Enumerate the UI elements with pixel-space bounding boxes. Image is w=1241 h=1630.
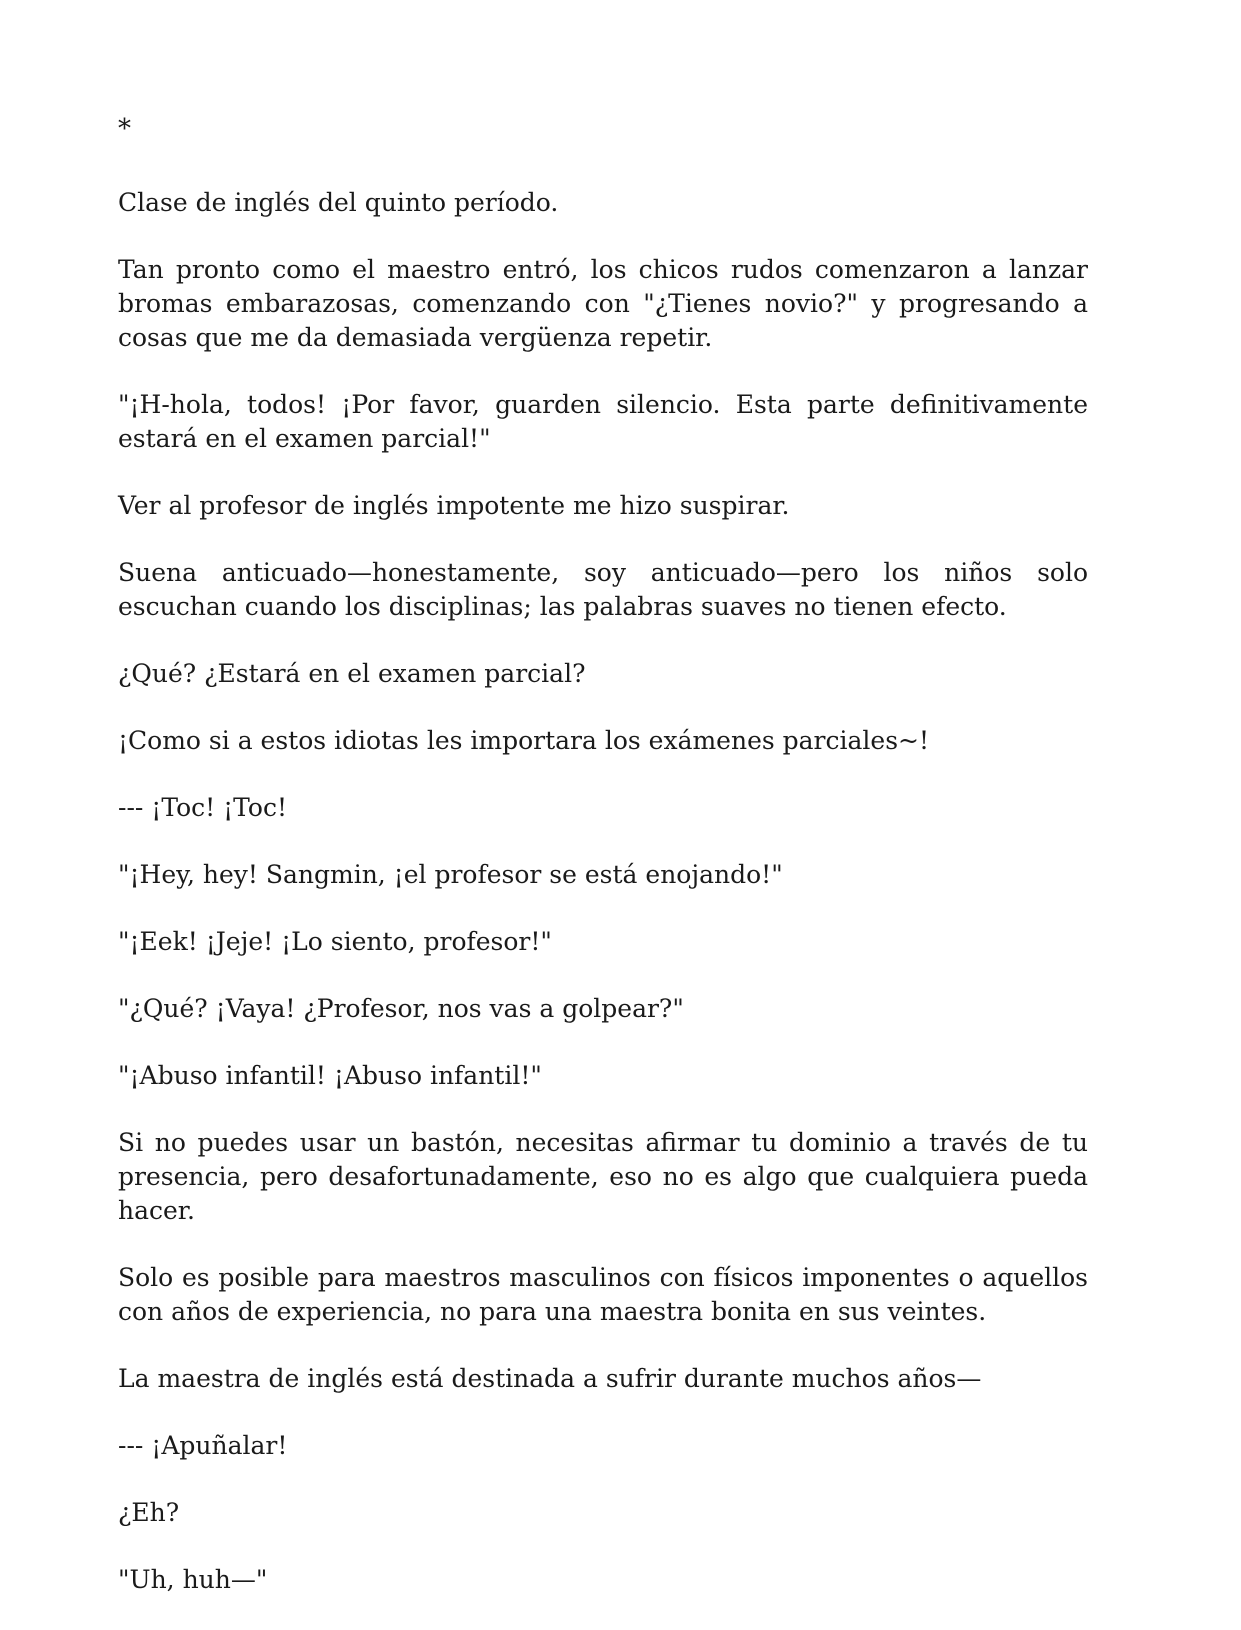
paragraph: "¡H-hola, todos! ¡Por favor, guarden silencio. Esta parte definitivamente estará en el examen parcial!" <box>118 390 1088 453</box>
paragraph: La maestra de inglés está destinada a sufrir durante muchos años— <box>118 1364 982 1393</box>
paragraph: "¡Eek! ¡Jeje! ¡Lo siento, profesor!" <box>118 927 552 956</box>
paragraph: Suena anticuado—honestamente, soy anticuado—pero los niños solo escuchan cuando los disciplinas; las palabras suaves no tienen efecto. <box>118 558 1088 621</box>
paragraph: ¡Como si a estos idiotas les importara los exámenes parciales~! <box>118 726 930 755</box>
paragraph: Clase de inglés del quinto período. <box>118 188 559 217</box>
paragraph: ¿Qué? ¿Estará en el examen parcial? <box>118 659 586 688</box>
paragraph: "¡Hey, hey! Sangmin, ¡el profesor se está enojando!" <box>118 860 783 889</box>
paragraph: Ver al profesor de inglés impotente me hizo suspirar. <box>118 491 790 520</box>
scene-break-marker: * <box>118 114 131 144</box>
paragraph: ¿Eh? <box>118 1498 180 1527</box>
paragraph: "Uh, huh—" <box>118 1565 268 1594</box>
paragraph: --- ¡Toc! ¡Toc! <box>118 793 287 822</box>
document-body <box>118 112 1088 1630</box>
paragraph: Tan pronto como el maestro entró, los chicos rudos comenzaron a lanzar bromas embarazosas, comenzando con "¿Tienes novio?" y progresando a cosas que me da demasiada vergüenza repetir. <box>118 255 1088 352</box>
paragraph: Si no puedes usar un bastón, necesitas afirmar tu dominio a través de tu presencia, pero desafortunadamente, eso no es algo que cualquiera pueda hacer. <box>118 1128 1088 1225</box>
paragraph: Solo es posible para maestros masculinos con físicos imponentes o aquellos con años de experiencia, no para una maestra bonita en sus veintes. <box>118 1263 1088 1326</box>
paragraph: "¡Abuso infantil! ¡Abuso infantil!" <box>118 1061 542 1090</box>
paragraph: --- ¡Apuñalar! <box>118 1431 288 1460</box>
paragraph: "¿Qué? ¡Vaya! ¿Profesor, nos vas a golpear?" <box>118 994 684 1023</box>
